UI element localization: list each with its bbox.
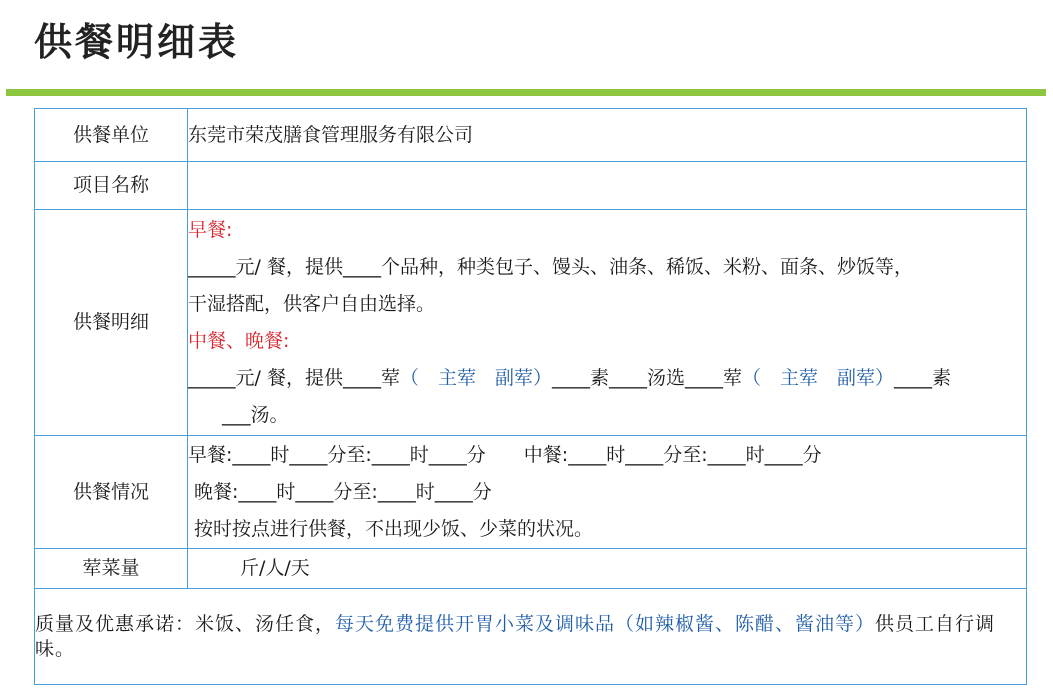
lunch-dinner-heading: 中餐、晚餐: — [188, 329, 290, 352]
lunch-line-part-c: ____素____汤选____荤 — [551, 366, 742, 389]
detail-content — [188, 210, 1027, 436]
unit-value: 东莞市荣茂膳食管理服务有限公司 — [188, 109, 1027, 162]
lunch-line-part-e: ____素 — [894, 366, 952, 389]
situation-label: 供餐情况 — [35, 436, 188, 549]
title-underline-bar — [6, 89, 1046, 96]
promise-prefix: 质量及优惠承诺：米饭、汤任食， — [35, 612, 336, 635]
promise-highlight: 每天免费提供开胃小菜及调味品（如辣椒酱、陈醋、酱油等） — [335, 612, 876, 635]
situation-line-1: 早餐:____时____分至:____时____分 中餐:____时____分至:____时____分 — [188, 443, 822, 466]
lunch-dinner-line-1 — [188, 360, 1026, 397]
breakfast-line-2: 干湿搭配，供客户自由选择。 — [188, 292, 436, 315]
promise-suffix: 供员工自行调味。 — [35, 612, 996, 660]
project-label: 项目名称 — [35, 162, 188, 210]
breakfast-line-1: _____元/ 餐，提供____个品种，种类包子、馒头、油条、稀饭、米粉、面条、炒饭等， — [188, 255, 913, 278]
lunch-dinner-line-2: ___汤。 — [222, 403, 289, 426]
unit-label: 供餐单位 — [35, 109, 188, 162]
lunch-line-part-a: _____元/ 餐，提供____荤 — [188, 366, 400, 389]
detail-table — [34, 108, 1027, 685]
breakfast-heading: 早餐: — [188, 218, 233, 241]
promise-content — [35, 589, 1027, 685]
table-row-detail — [35, 210, 1027, 436]
situation-line-3: 按时按点进行供餐，不出现少饭、少菜的状况。 — [194, 517, 594, 540]
detail-label: 供餐明细 — [35, 210, 188, 436]
project-value — [188, 162, 1027, 210]
table-row-promise — [35, 589, 1027, 685]
table-row-unit — [35, 109, 1027, 162]
meat-label: 荤菜量 — [35, 549, 188, 589]
table-row-meat — [35, 549, 1027, 589]
meat-value: 斤/人/天 — [188, 549, 1027, 589]
table-row-project — [35, 162, 1027, 210]
page-title: 供餐明细表 — [34, 20, 240, 64]
situation-content — [188, 436, 1027, 549]
lunch-line-part-d: （ 主荤 副荤） — [741, 366, 894, 389]
situation-line-2: 晚餐:____时____分至:____时____分 — [194, 480, 492, 503]
table-row-situation — [35, 436, 1027, 549]
lunch-line-part-b: （ 主荤 副荤） — [399, 366, 552, 389]
